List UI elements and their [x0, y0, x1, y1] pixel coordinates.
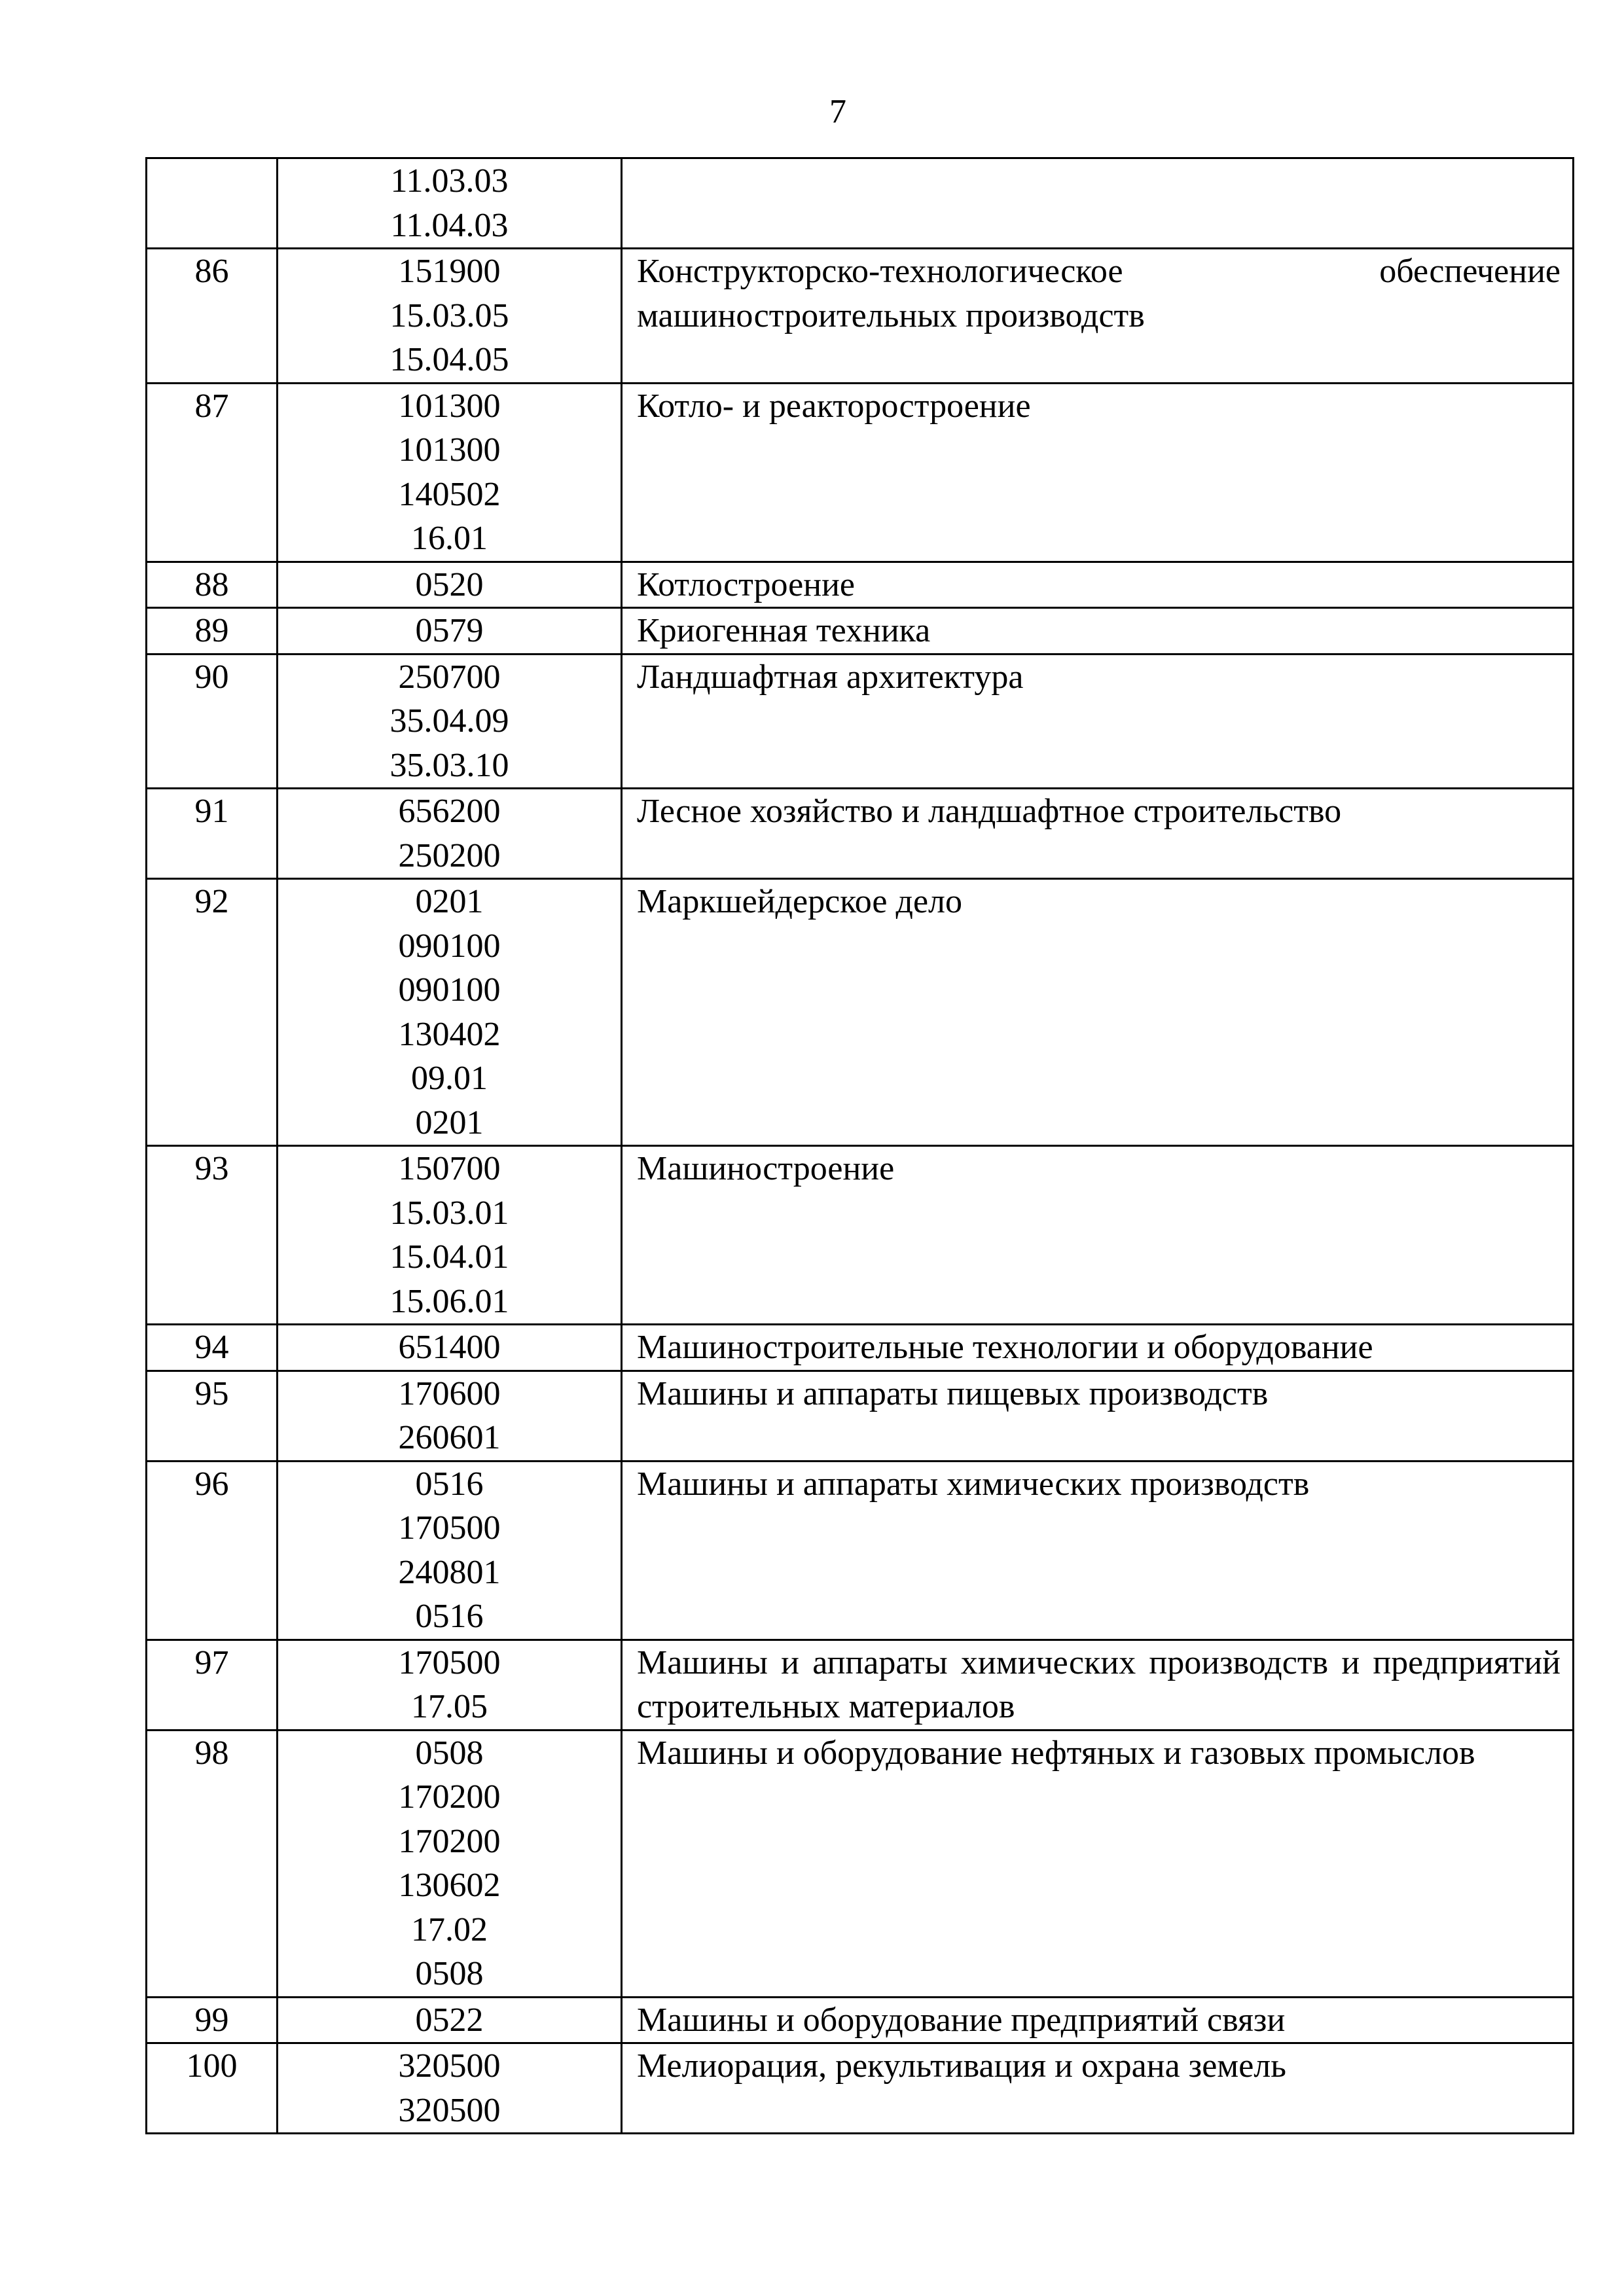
specialty-code: 170200: [398, 1822, 501, 1860]
row-number-cell: 99: [147, 1997, 278, 2043]
specialty-code-cell: [278, 158, 622, 249]
specialty-code-cell: [278, 383, 622, 562]
row-number-cell: 97: [147, 1640, 278, 1730]
specialty-code: 170600: [398, 1374, 501, 1412]
specialty-name-cell: Машины и оборудование нефтяных и газовых промыслов: [622, 1730, 1574, 1997]
specialty-code: 260601: [398, 1419, 501, 1456]
specialty-code: 15.03.01: [389, 1194, 509, 1232]
specialty-code: 130402: [398, 1015, 501, 1053]
specialty-name-cell: Котло- и реакторостроение: [622, 383, 1574, 562]
table-row: [147, 2043, 1574, 2134]
specialty-code: 16.01: [411, 520, 488, 557]
specialty-code-cell: [278, 608, 622, 655]
row-number-cell: 98: [147, 1730, 278, 1997]
specialty-code: 0522: [415, 2001, 484, 2039]
specialty-code-cell: [278, 1325, 622, 1371]
specialty-code: 170200: [398, 1778, 501, 1816]
row-number-cell: 90: [147, 654, 278, 789]
specialty-code: 101300: [398, 431, 501, 469]
row-number-cell: 88: [147, 562, 278, 608]
specialty-code: 0201: [415, 1103, 484, 1141]
specialty-code: 651400: [398, 1329, 501, 1366]
specialty-code-cell: [278, 1730, 622, 1997]
specialty-code: 11.03.03: [390, 162, 509, 200]
specialty-code: 090100: [398, 971, 501, 1009]
specialty-code-cell: [278, 1371, 622, 1461]
specialty-name-cell: Криогенная техника: [622, 608, 1574, 655]
specialty-code-cell: [278, 654, 622, 789]
specialty-name-cell: Лесное хозяйство и ландшафтное строительство: [622, 789, 1574, 879]
row-number-cell: 95: [147, 1371, 278, 1461]
specialty-code: 15.06.01: [389, 1282, 509, 1320]
specialty-code: 0508: [415, 1734, 484, 1772]
specialty-code: 101300: [398, 387, 501, 425]
page-number: 7: [829, 93, 846, 130]
specialty-name-cell: Машиностроение: [622, 1146, 1574, 1325]
specialty-code: 0201: [415, 883, 484, 920]
specialty-code: 35.04.09: [389, 702, 509, 740]
specialty-code: 656200: [398, 793, 501, 830]
specialty-code-cell: [278, 879, 622, 1146]
row-number-cell: 89: [147, 608, 278, 655]
specialty-code: 130602: [398, 1867, 501, 1904]
specialty-name-cell: Конструкторско-технологическое обеспечение машиностроительных производств: [622, 249, 1574, 384]
table-row: [147, 1997, 1574, 2043]
specialty-code: 150700: [398, 1150, 501, 1187]
row-number-cell: 91: [147, 789, 278, 879]
specialty-code: 250700: [398, 658, 501, 696]
specialty-name-cell: [622, 158, 1574, 249]
table-row: [147, 249, 1574, 384]
specialty-code: 170500: [398, 1643, 501, 1681]
specialty-code: 240801: [398, 1553, 501, 1591]
table-row: [147, 383, 1574, 562]
specialty-code: 17.05: [411, 1688, 488, 1725]
specialty-name-cell: Ландшафтная архитектура: [622, 654, 1574, 789]
specialty-code: 250200: [398, 836, 501, 874]
table-row: [147, 1730, 1574, 1997]
specialty-code: 15.03.05: [389, 296, 509, 334]
row-number-cell: 96: [147, 1461, 278, 1640]
specialty-name-cell: Машиностроительные технологии и оборудование: [622, 1325, 1574, 1371]
table-row: [147, 608, 1574, 655]
specialty-code: 090100: [398, 927, 501, 965]
specialty-code: 15.04.01: [389, 1238, 509, 1276]
specialty-code: 09.01: [411, 1060, 488, 1097]
specialty-code: 0508: [415, 1955, 484, 1992]
specialty-code: 11.04.03: [390, 206, 509, 244]
specialty-code: 151900: [398, 253, 501, 290]
specialty-name-cell: Котлостроение: [622, 562, 1574, 608]
specialty-name-cell: Машины и аппараты пищевых производств: [622, 1371, 1574, 1461]
specialty-code: 0516: [415, 1598, 484, 1635]
specialty-name-cell: Машины и оборудование предприятий связи: [622, 1997, 1574, 2043]
specialty-code: 320500: [398, 2091, 501, 2129]
specialty-name-cell: Маркшейдерское дело: [622, 879, 1574, 1146]
table-row: [147, 879, 1574, 1146]
row-number-cell: 87: [147, 383, 278, 562]
table-row: [147, 1146, 1574, 1325]
specialty-code-cell: [278, 1461, 622, 1640]
table-row: [147, 1640, 1574, 1730]
specialty-code: 15.04.05: [389, 341, 509, 378]
specialty-name-cell: Машины и аппараты химических производств: [622, 1461, 1574, 1640]
table-row: [147, 1371, 1574, 1461]
row-number-cell: 100: [147, 2043, 278, 2134]
table-row: [147, 1461, 1574, 1640]
specialty-codes-table: [145, 157, 1574, 2134]
row-number-cell: [147, 158, 278, 249]
table-body: [147, 158, 1574, 2134]
specialty-name-cell: Мелиорация, рекультивация и охрана земель: [622, 2043, 1574, 2134]
specialty-code-cell: [278, 1146, 622, 1325]
specialty-code: 320500: [398, 2047, 501, 2085]
specialty-code-cell: [278, 1997, 622, 2043]
table-row: [147, 654, 1574, 789]
table-row: [147, 158, 1574, 249]
specialty-code: 0579: [415, 612, 484, 649]
specialty-code-cell: [278, 2043, 622, 2134]
specialty-code: 140502: [398, 475, 501, 513]
row-number-cell: 93: [147, 1146, 278, 1325]
specialty-code: 17.02: [411, 1910, 488, 1948]
table-row: [147, 562, 1574, 608]
specialty-code: 0516: [415, 1465, 484, 1503]
row-number-cell: 94: [147, 1325, 278, 1371]
row-number-cell: 92: [147, 879, 278, 1146]
specialty-code: 170500: [398, 1509, 501, 1547]
specialty-code: 35.03.10: [389, 746, 509, 784]
table-row: [147, 1325, 1574, 1371]
specialty-code-cell: [278, 789, 622, 879]
row-number-cell: 86: [147, 249, 278, 384]
specialty-code-cell: [278, 562, 622, 608]
specialty-code-cell: [278, 1640, 622, 1730]
table-row: [147, 789, 1574, 879]
specialty-code-cell: [278, 249, 622, 384]
specialty-code: 0520: [415, 565, 484, 603]
specialty-name-cell: Машины и аппараты химических производств и предприятий строительных материалов: [622, 1640, 1574, 1730]
